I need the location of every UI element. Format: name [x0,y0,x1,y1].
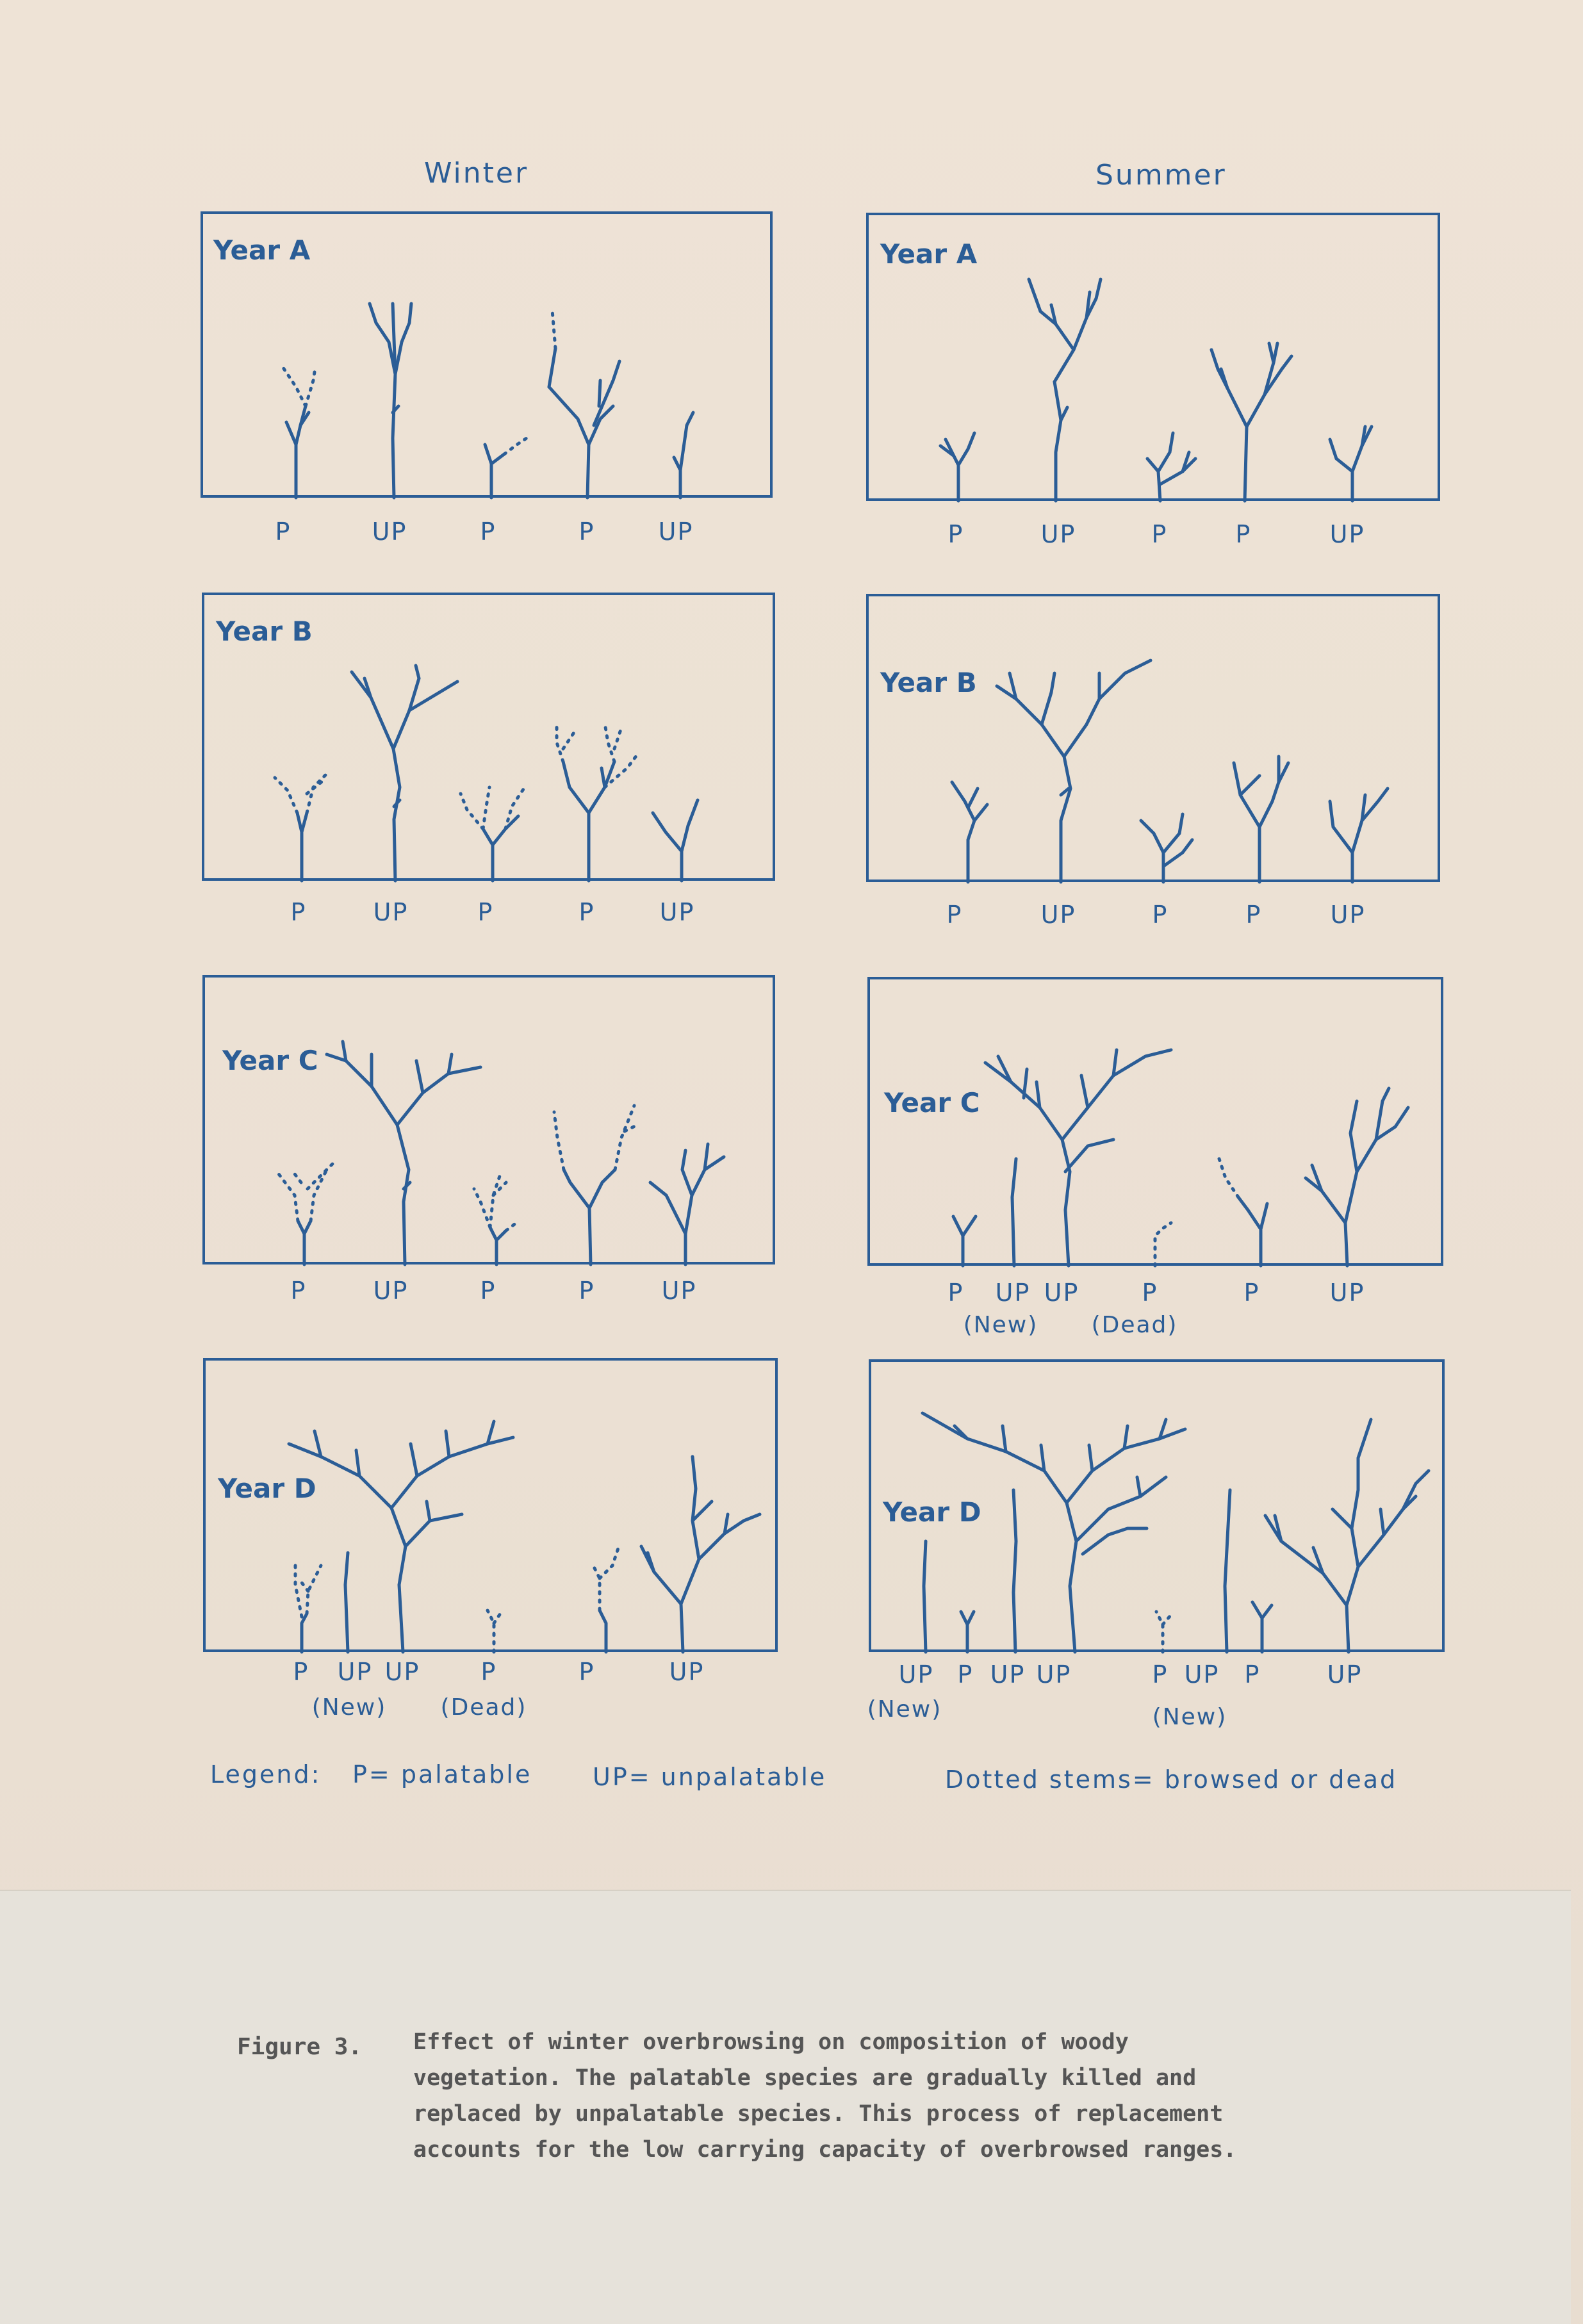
plant-label: UP [1184,1660,1220,1689]
plant-label: P [290,898,307,926]
legend-unpalatable: UP= unpalatable [593,1763,827,1791]
shrub-drawings [203,214,775,500]
panel-year-label: Year D [218,1473,316,1504]
panel-year-label: Year B [216,616,313,647]
plant-label: P [480,1277,496,1305]
figure-caption [413,2024,1413,2168]
shrub-drawings [869,215,1443,503]
plant-label: UP [659,898,695,926]
panel-summer-year-b [866,594,1440,882]
plant-label: UP [669,1658,705,1686]
plant-note: (New) [1152,1704,1227,1730]
plant-label: UP [990,1660,1026,1689]
plant-label: P [1235,520,1252,548]
plant-note: (New) [867,1696,942,1723]
plant-label: P [275,518,291,546]
panel-summer-year-c [867,977,1443,1266]
panel-summer-year-a [866,213,1440,501]
summer-column-header: Summer [1095,159,1227,192]
plant-label: P [947,1279,964,1307]
panel-winter-year-d [203,1358,778,1652]
panel-winter-year-c [202,975,775,1264]
plant-note: (New) [963,1312,1038,1338]
panel-year-label: Year C [222,1045,318,1076]
plant-label: P [1243,1279,1260,1307]
plant-label: P [1245,901,1262,929]
plant-label: UP [1327,1660,1363,1689]
caption-line: vegetation. The palatable species are gradually killed and [413,2065,1197,2091]
panel-year-label: Year A [880,238,978,270]
panel-year-label: Year A [213,234,311,266]
plant-label: UP [661,1277,697,1305]
panel-winter-year-b [202,593,775,881]
plant-label: P [290,1277,307,1305]
caption-line: replaced by unpalatable species. This process of replacement [413,2101,1224,2127]
plant-label: UP [1329,1279,1365,1307]
plant-label: UP [1040,520,1076,548]
plant-label: P [480,518,496,546]
plant-label: P [477,898,494,926]
legend-dotted-stems: Dotted stems= browsed or dead [945,1765,1398,1794]
plant-label: UP [658,518,694,546]
plant-label: P [1151,520,1168,548]
plant-note: (New) [311,1694,387,1721]
panel-summer-year-d [869,1359,1445,1652]
shrub-drawings [869,596,1443,885]
plant-label: P [946,901,963,929]
plant-label: UP [1044,1279,1079,1307]
plant-label: P [480,1658,497,1686]
plant-label: UP [373,1277,409,1305]
plant-label: P [578,518,595,546]
plant-note: (Dead) [1091,1312,1178,1338]
panel-year-label: Year C [884,1087,980,1118]
plant-label: P [1142,1279,1158,1307]
shrub-drawings [871,1362,1447,1655]
plant-label: P [293,1658,309,1686]
legend-palatable: P= palatable [352,1760,532,1788]
plant-label: P [1244,1660,1261,1689]
shrub-drawings [205,978,778,1267]
caption-line: Effect of winter overbrowsing on composition of woody [413,2029,1129,2055]
plant-label: P [578,1277,595,1305]
panel-year-label: Year B [880,667,977,698]
legend-label: Legend: [210,1760,322,1788]
caption-line: accounts for the low carrying capacity of overbrowsed ranges. [413,2137,1237,2163]
plant-label: P [578,1658,595,1686]
winter-column-header: Winter [424,157,529,190]
panel-winter-year-a [201,211,773,498]
plant-label: UP [898,1660,934,1689]
shrub-drawings [870,979,1446,1268]
plant-label: UP [337,1658,373,1686]
shrub-drawings [206,1361,780,1655]
plant-label: P [957,1660,974,1689]
plant-label: UP [384,1658,420,1686]
plant-label: P [947,520,964,548]
shrub-drawings [204,595,778,883]
plant-label: P [578,898,595,926]
figure-number: Figure 3. [237,2034,363,2060]
plant-label: UP [1329,520,1365,548]
plant-label: UP [372,518,407,546]
plant-label: P [1152,1660,1169,1689]
panel-year-label: Year D [883,1496,981,1528]
plant-label: UP [1036,1660,1072,1689]
plant-label: UP [995,1279,1031,1307]
plant-label: UP [1040,901,1076,929]
plant-note: (Dead) [440,1694,527,1721]
plant-label: UP [1330,901,1366,929]
plant-label: UP [373,898,409,926]
plant-label: P [1152,901,1169,929]
